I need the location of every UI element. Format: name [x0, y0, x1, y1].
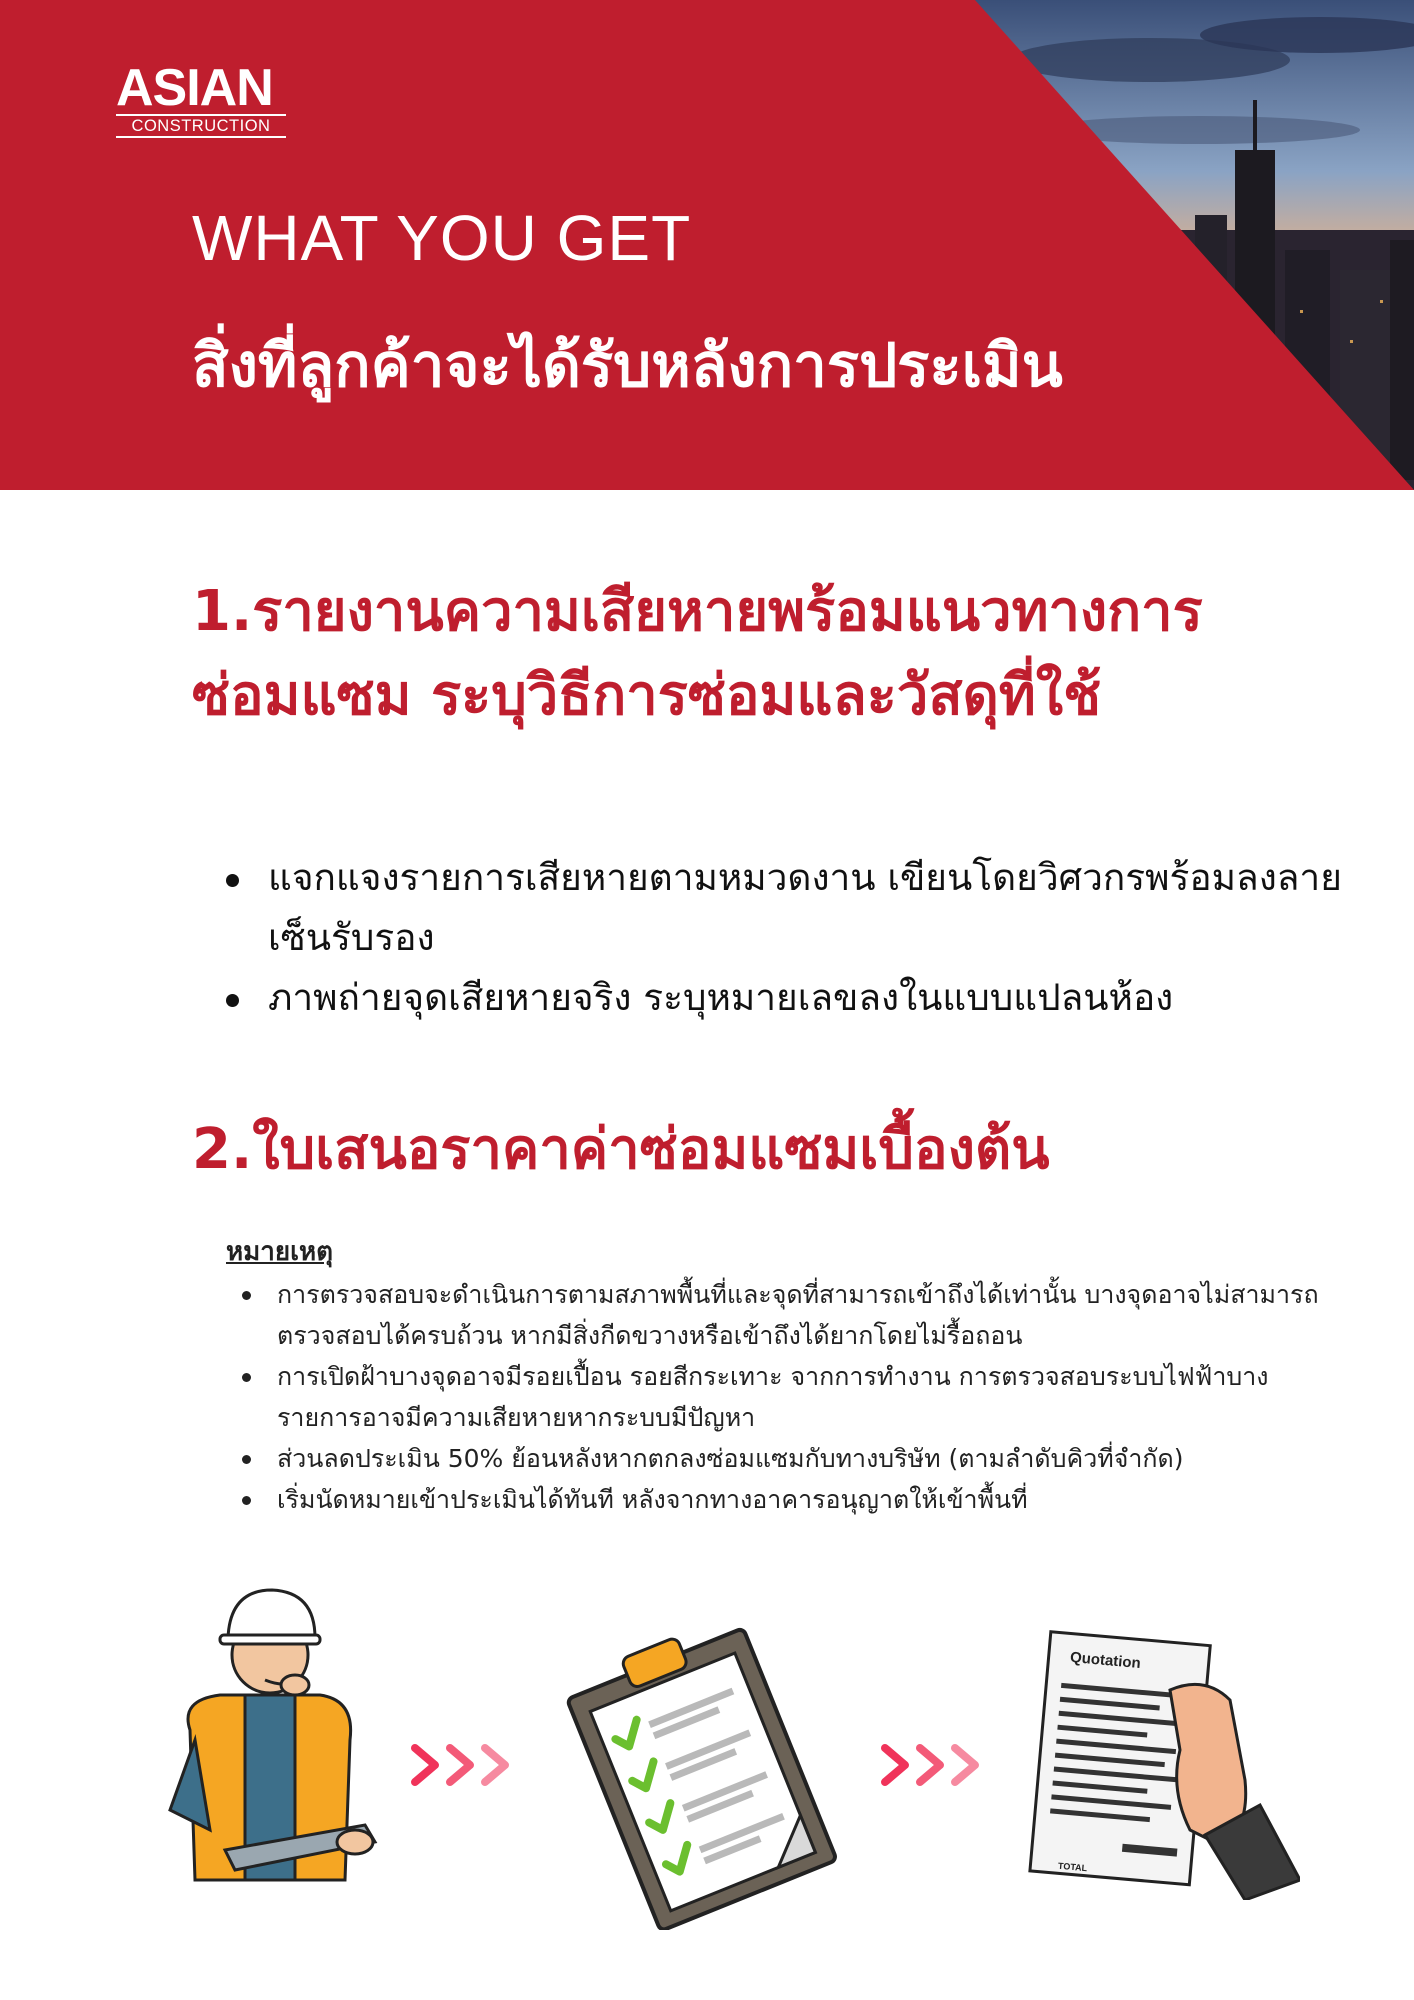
section-1-title: 1.รายงานความเสียหายพร้อมแนวทางการซ่อมแซม ระบุวิธีการซ่อมและวัสดุที่ใช้ [192, 579, 1203, 728]
checklist-clipboard-icon [550, 1620, 850, 1930]
notes-list [242, 1274, 1322, 1520]
header-title: สิ่งที่ลูกค้าจะได้รับหลังการประเมิน [192, 331, 1063, 401]
quotation-document-graphic [1020, 1630, 1300, 1900]
note-item: การเปิดฝ้าบางจุดอาจมีรอยเปื้อน รอยสีกระเทาะ จากการทำงาน การตรวจสอบระบบไฟฟ้าบางรายการอาจมีความเสียหายหากระบบมีปัญหา [242, 1356, 1322, 1438]
header-banner [0, 0, 1414, 490]
total-label: TOTAL [1057, 1860, 1088, 1874]
bullet-item: แจกแจงรายการเสียหายตามหมวดงาน เขียนโดยวิศวกรพร้อมลงลายเซ็นรับรอง [226, 848, 1346, 968]
quotation-label: Quotation [1069, 1648, 1142, 1673]
brand-name: ASIAN [116, 59, 273, 117]
note-item: ส่วนลดประเมิน 50% ย้อนหลังหากตกลงซ่อมแซมกับทางบริษัท (ตามลำดับคิวที่จำกัด) [242, 1438, 1322, 1479]
arrows-icon [410, 1740, 520, 1790]
header-kicker: WHAT YOU GET [192, 202, 692, 274]
section-2-title: 2.ใบเสนอราคาค่าซ่อมแซมเบื้องต้น [192, 1117, 1050, 1182]
note-item: เริ่มนัดหมายเข้าประเมินได้ทันที หลังจากทางอาคารอนุญาตให้เข้าพื้นที่ [242, 1479, 1322, 1520]
bullet-item: ภาพถ่ายจุดเสียหายจริง ระบุหมายเลขลงในแบบแปลนห้อง [226, 968, 1346, 1028]
arrows-icon [880, 1740, 990, 1790]
brand-logo [116, 59, 286, 138]
note-item: การตรวจสอบจะดำเนินการตามสภาพพื้นที่และจุดที่สามารถเข้าถึงได้เท่านั้น บางจุดอาจไม่สามารถตรวจสอบได้ครบถ้วน หากมีสิ่งกีดขวางหรือเข้าถึงได้ยากโดยไม่รื้อถอน [242, 1274, 1322, 1356]
engineer-icon [150, 1580, 390, 1900]
brand-tagline: CONSTRUCTION [116, 114, 286, 138]
notes-title: หมายเหตุ [226, 1237, 334, 1267]
section-1-bullet-list [226, 848, 1346, 1028]
quotation-hand-icon [1020, 1630, 1300, 1900]
